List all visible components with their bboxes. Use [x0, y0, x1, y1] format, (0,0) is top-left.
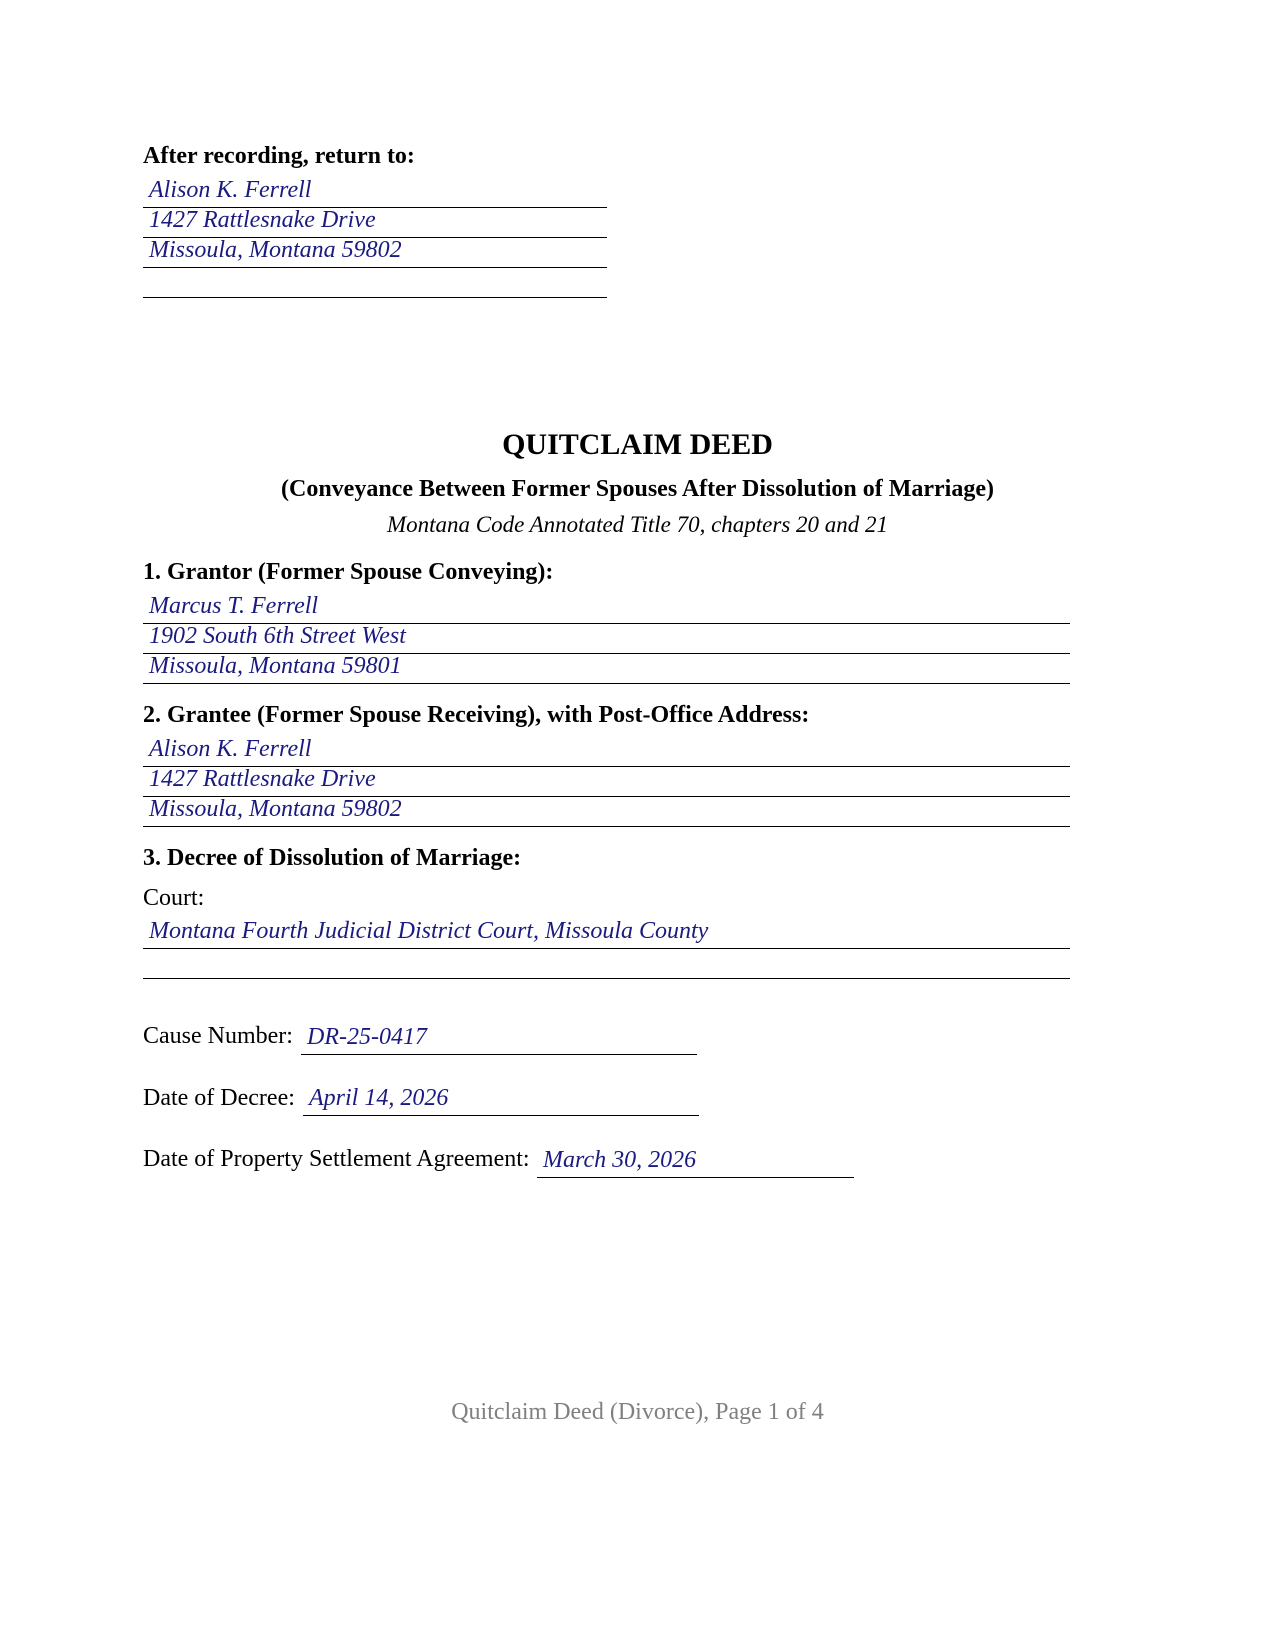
return-to-line-street[interactable]	[143, 208, 607, 238]
grantor-street-value: 1902 South 6th Street West	[149, 623, 406, 649]
return-to-city-value: Missoula, Montana 59802	[149, 237, 402, 263]
date-of-decree-value: April 14, 2026	[309, 1085, 449, 1111]
grantor-label: 1. Grantor (Former Spouse Conveying):	[143, 559, 554, 585]
statute-citation: Montana Code Annotated Title 70, chapters 20 and 21	[386, 512, 889, 537]
grantee-line-street[interactable]	[143, 767, 1070, 797]
psa-date-label: Date of Property Settlement Agreement:	[143, 1146, 530, 1172]
grantee-line-city[interactable]	[143, 797, 1070, 827]
cause-number-label: Cause Number:	[143, 1023, 293, 1049]
court-label: Court:	[143, 885, 205, 911]
grantee-street-value: 1427 Rattlesnake Drive	[149, 766, 376, 792]
document-title: QUITCLAIM DEED	[502, 428, 773, 461]
cause-number-value: DR-25-0417	[307, 1024, 427, 1050]
psa-date-field[interactable]	[537, 1143, 854, 1178]
court-value: Montana Fourth Judicial District Court, Missoula County	[149, 918, 709, 944]
grantor-city-value: Missoula, Montana 59801	[149, 653, 402, 679]
decree-label: 3. Decree of Dissolution of Marriage:	[143, 845, 522, 871]
return-to-street-value: 1427 Rattlesnake Drive	[149, 207, 376, 233]
psa-date-value: March 30, 2026	[543, 1147, 697, 1173]
court-line-1[interactable]	[143, 916, 1070, 949]
grantee-line-name[interactable]	[143, 735, 1070, 767]
return-to-line-city[interactable]	[143, 238, 607, 268]
return-to-name-value: Alison K. Ferrell	[149, 177, 312, 203]
grantee-city-value: Missoula, Montana 59802	[149, 796, 402, 822]
grantor-line-street[interactable]	[143, 624, 1070, 654]
return-to-line-name[interactable]	[143, 176, 607, 208]
court-line-2[interactable]	[143, 949, 1070, 979]
date-of-decree-field[interactable]	[303, 1081, 699, 1116]
cause-number-field[interactable]	[301, 1020, 697, 1055]
grantee-name-value: Alison K. Ferrell	[149, 736, 312, 762]
date-of-decree-label: Date of Decree:	[143, 1085, 295, 1111]
grantee-label: 2. Grantee (Former Spouse Receiving), with Post-Office Address:	[143, 702, 810, 728]
grantor-line-name[interactable]	[143, 592, 1070, 624]
return-to-line-extra[interactable]	[143, 268, 607, 298]
grantor-line-city[interactable]	[143, 654, 1070, 684]
document-subtitle: (Conveyance Between Former Spouses After Dissolution of Marriage)	[281, 476, 994, 502]
grantor-name-value: Marcus T. Ferrell	[149, 593, 319, 619]
page-footer: Quitclaim Deed (Divorce), Page 1 of 4	[451, 1399, 824, 1425]
return-to-label: After recording, return to:	[143, 143, 415, 169]
